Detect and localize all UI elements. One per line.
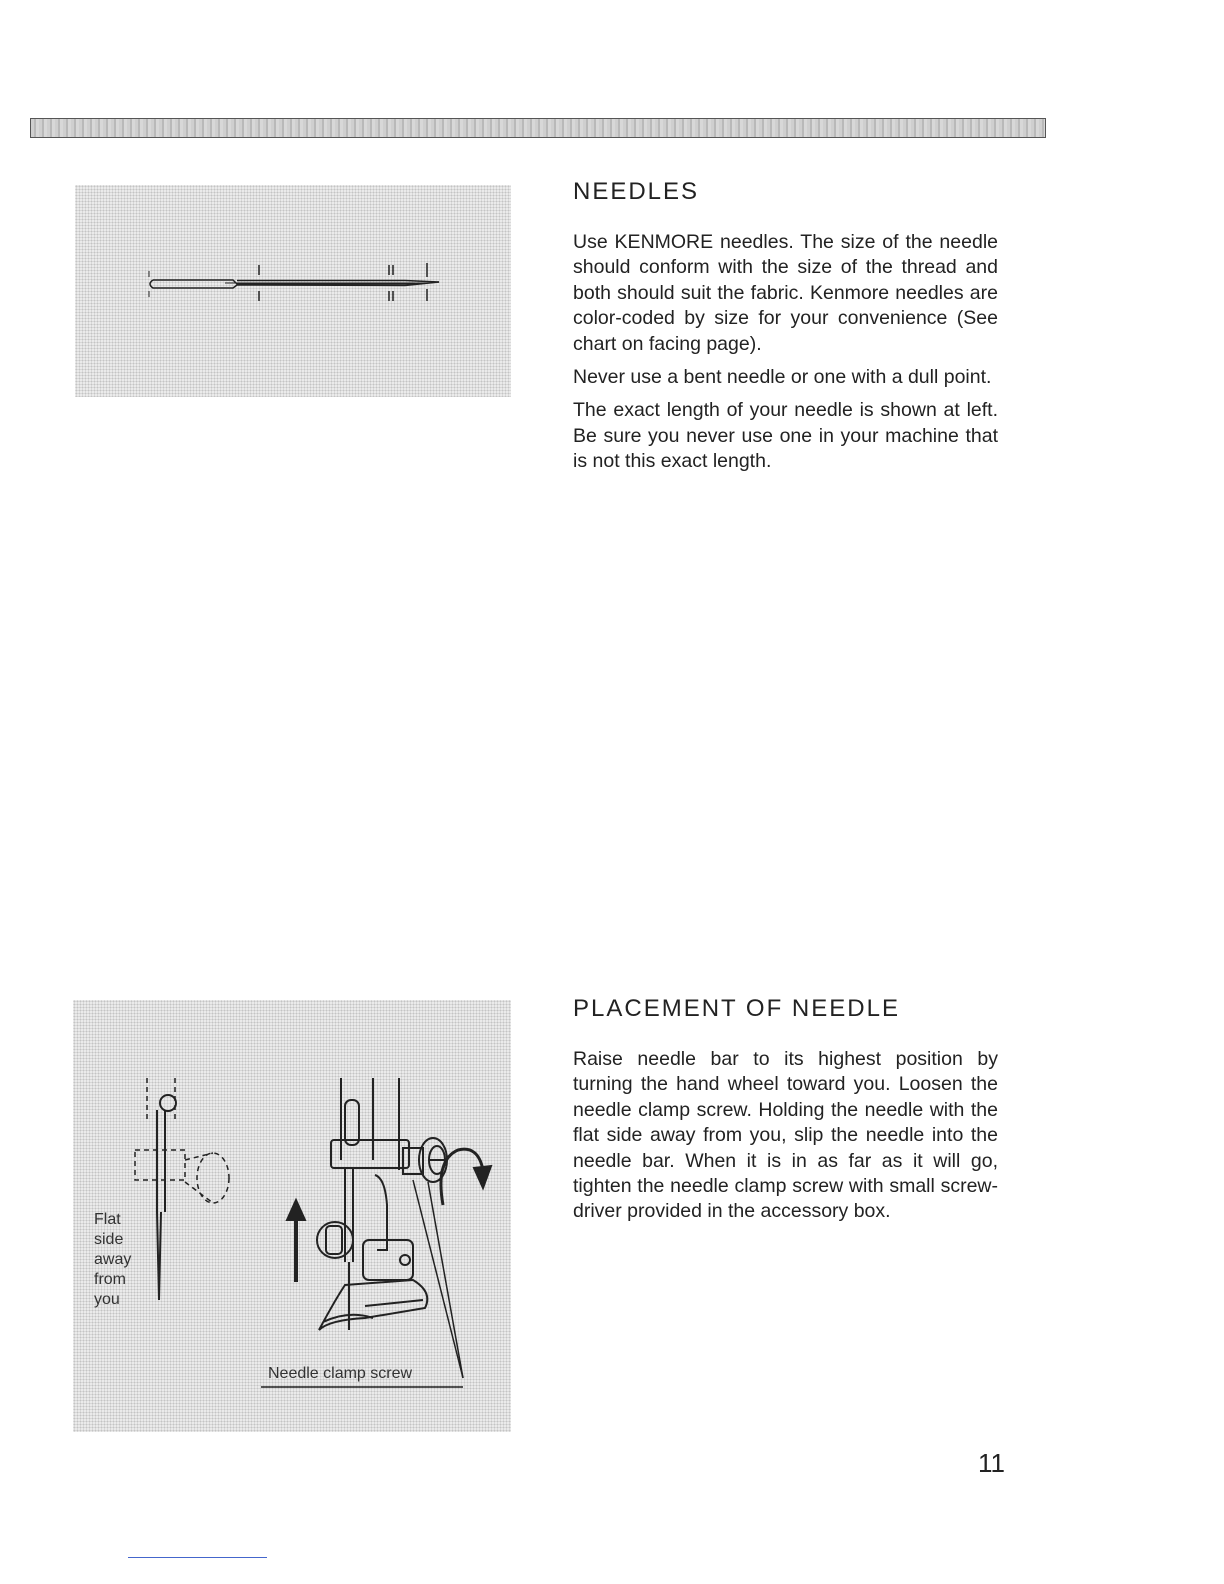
decorative-header-band [30,118,1046,138]
placement-heading: PLACEMENT OF NEEDLE [573,995,900,1022]
needles-paragraph: The exact length of your needle is shown at left. Be sure you never use one in your machine that is not this exact length. [573,399,998,473]
needle-length-figure [75,185,511,397]
placement-paragraph: Raise needle bar to its highest position by turning the hand wheel toward you. Loosen the needle clamp screw. Holding the needle with the flat side away from you, slip the needle into the needle bar. When it is in as far as it will go, tighten the needle clamp screw with small screw-driver provided in the accessory box. [573,1048,998,1223]
flat-side-label-line: away [94,1251,132,1268]
flat-side-label [94,1210,154,1310]
footer-rule [128,1557,267,1558]
page-number: 11 [978,1448,1005,1478]
placement-body [573,1047,998,1233]
needles-heading: NEEDLES [573,178,700,205]
needle-illustration [75,185,511,397]
needles-body [573,230,998,483]
flat-side-label-line: from [94,1271,126,1288]
flat-side-label-line: side [94,1231,124,1248]
needles-paragraph: Use KENMORE needles. The size of the needle should conform with the size of the thread and both should suit the fabric. Kenmore needles are color-coded by size for your convenience (See chart on facing page). [573,231,998,355]
flat-side-label-line: you [94,1291,120,1308]
needle-clamp-screw-label: Needle clamp screw [268,1365,413,1382]
flat-side-label-line: Flat [94,1211,121,1228]
needles-paragraph: Never use a bent needle or one with a dull point. [573,366,992,389]
